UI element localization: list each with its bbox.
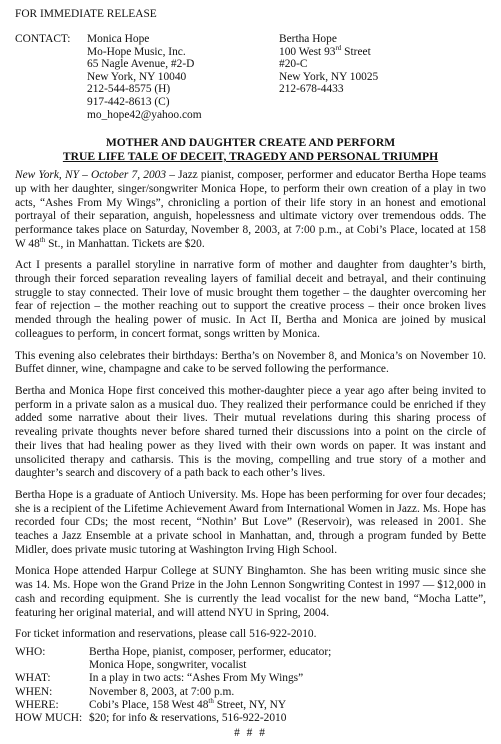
paragraph-tickets: For ticket information and reservations, please call 516-922-2010.: [15, 628, 317, 641]
contact-line: Monica Hope: [87, 33, 150, 45]
headline: [15, 136, 486, 163]
fact-label: WHAT:: [15, 672, 51, 685]
who-line-1: Bertha Hope, pianist, composer, performer, educator;: [89, 645, 332, 658]
fact-value: [89, 646, 486, 672]
where-ordinal: th: [208, 696, 214, 705]
contact-line: New York, NY 10025: [279, 70, 379, 83]
street-suffix: Street: [341, 45, 371, 58]
release-body: [15, 169, 486, 642]
paragraph-act-one: Act I presents a parallel storyline in narrative form of mother and daughter from daughter’s birth, through their forced separation revealing layers of familial deceit and betrayal, and their continuing struggle to stay connected. Their love of music brought them together – the daughter overcoming her fear of rejection – the mother reaching out to support the creative process – their once broken lives mended through the healing power of music. In Act II, Bertha and Monica are joined by musical colleagues to perform, in concert format, songs written by Monica.: [15, 259, 486, 340]
contact-line: 65 Nagle Avenue, #2-D: [87, 58, 195, 71]
where-text-end: Street, NY, NY: [213, 698, 287, 711]
intro-ordinal: th: [39, 235, 46, 244]
street-text: 100 West 93: [279, 45, 336, 58]
fact-what: [15, 672, 486, 685]
contact-line: 212-678-4433: [279, 83, 344, 96]
contact-bertha: [279, 33, 378, 121]
headline-line-1: MOTHER AND DAUGHTER CREATE AND PERFORM: [105, 136, 396, 150]
fact-value: November 8, 2003, at 7:00 p.m.: [89, 685, 235, 698]
who-line-2: Monica Hope, songwriter, vocalist: [89, 659, 247, 672]
contact-line: Bertha Hope: [279, 33, 337, 45]
fact-when: [15, 686, 486, 699]
release-header: FOR IMMEDIATE RELEASE: [15, 8, 157, 20]
fact-label: WHERE:: [15, 698, 59, 711]
contact-line: #20-C: [279, 58, 308, 71]
fact-where: [15, 696, 486, 712]
fact-label: HOW MUCH:: [15, 711, 83, 724]
contact-line: 917-442-8613 (C): [87, 95, 170, 108]
contact-line: 212-544-8575 (H): [87, 83, 171, 96]
fact-label: WHO:: [15, 645, 46, 658]
intro-text: – Jazz pianist, composer, performer and educator Bertha Hope teams up with her daughter, singer/songwriter Monica Hope, to perform their own creation of a play in two acts, “Ashes From My Wings”, chronicling a portion of their life story in an honest and emotional portrayal of their separation, anguish, hopelessness and ultimate victory over tremendous odds. The performance takes place on Saturday, November 8, 2003, at 7:00 p.m., at Cobi’s Place, located at 158 W 48: [15, 169, 487, 250]
contact-block: [15, 33, 486, 121]
fact-value: [89, 696, 486, 712]
paragraph-bertha-bio: Bertha Hope is a graduate of Antioch University. Ms. Hope has been performing for over four decades; she is a recipient of the Lifetime Achievement Award from International Women in Jazz. Ms. Hope has recorded four CDs; the most recent, “Nothin’ But Love” (Reservoir), was released in 2001. She teaches a Jazz Ensemble at a private school in Manhattan, and, through a program funded by Bette Midler, does private music tutoring at Washington Irving High School.: [15, 488, 486, 556]
paragraph-intro: [15, 169, 486, 251]
paragraph-origin: Bertha and Monica Hope first conceived this mother-daughter piece a year ago after being invited to perform in a private salon as a musical duo. They realized their performance could be enriched if they added some narrative about their lives. Their mutual revelations during this sharing process of revealing private thoughts never before shared turned their discussions into a point on the circle of their lives that had healing power as they lived with their own words on paper. It was instant and unsolicited therapy and catharsis. This is the moving, compelling and true story of a mother and daughter’s search and discovery of a path back to each other’s lives.: [15, 385, 486, 480]
end-mark: # # #: [234, 727, 267, 740]
contact-label: CONTACT:: [15, 33, 71, 45]
paragraph-monica-bio: Monica Hope attended Harpur College at SUNY Binghamton. She has been writing music since she was 14. Ms. Hope won the Grand Prize in the John Lennon Songwriting Contest in 1997 — $12,000 in cash and recording equipment. She is currently the lead vocalist for the new band, “Mocha Latte”, featuring her original material, and will attend NYU in Spring, 2004.: [15, 565, 486, 619]
paragraph-birthdays: This evening also celebrates their birthdays: Bertha’s on November 8, and Monica’s on November 10. Buffet dinner, wine, champagne and cake to be served following the performance.: [15, 349, 486, 376]
fact-how-much: [15, 712, 486, 725]
event-facts: [15, 646, 486, 725]
dateline: New York, NY – October 7, 2003: [15, 169, 167, 182]
where-text: Cobi’s Place, 158 West 48: [89, 698, 209, 711]
contact-street: [279, 43, 378, 59]
fact-value: $20; for info & reservations, 516-922-2010: [89, 711, 287, 724]
fact-value: In a play in two acts: “Ashes From My Wings”: [89, 672, 304, 685]
fact-who: [15, 646, 486, 672]
intro-text-end: St., in Manhattan. Tickets are $20.: [45, 237, 205, 250]
headline-line-2: TRUE LIFE TALE OF DECEIT, TRAGEDY AND PERSONAL TRIUMPH: [62, 149, 439, 163]
contact-email: mo_hope42@yahoo.com: [87, 108, 202, 121]
contact-line: New York, NY 10040: [87, 70, 187, 83]
street-ordinal: rd: [335, 43, 342, 52]
contact-line: Mo-Hope Music, Inc.: [87, 45, 186, 58]
fact-label: WHEN:: [15, 685, 53, 698]
contact-monica: [87, 33, 279, 121]
